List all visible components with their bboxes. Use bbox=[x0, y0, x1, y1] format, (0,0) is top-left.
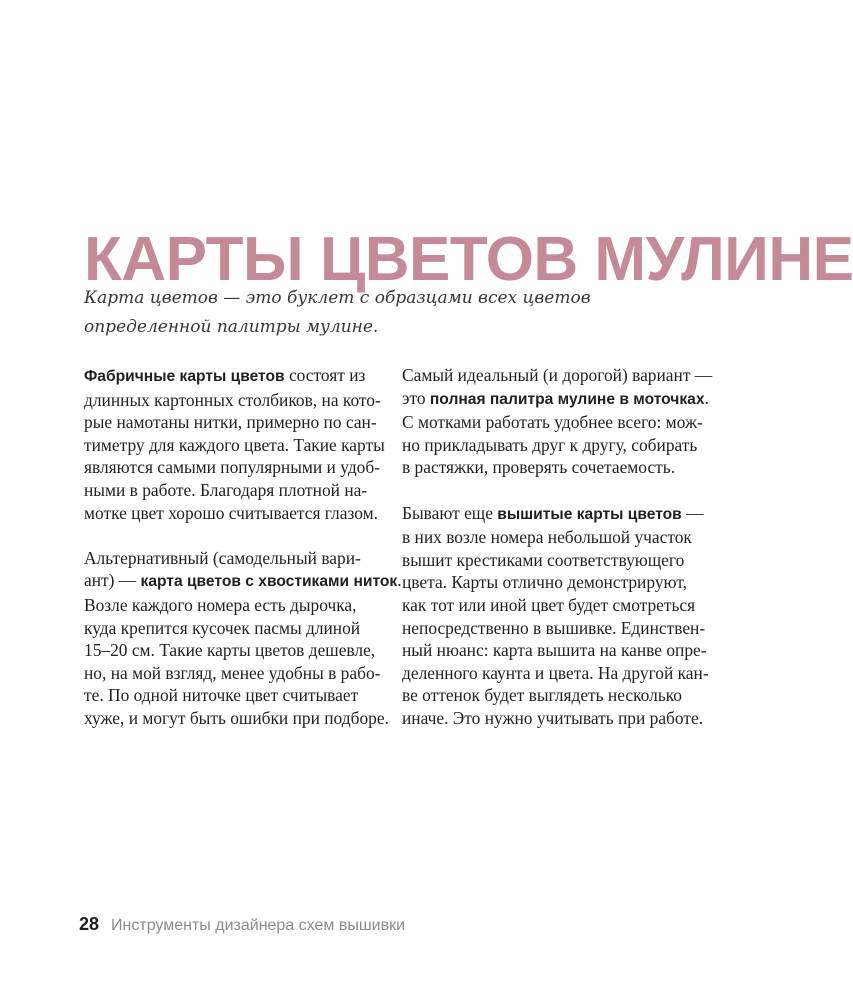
text-line: являются самыми популярными и удоб- bbox=[84, 457, 380, 478]
text-line: ный нюанс: карта вышита на канве опре- bbox=[402, 640, 707, 661]
text-line: деленного каунта и цвета. На другой кан- bbox=[402, 662, 709, 683]
text-fragment: ант) — bbox=[84, 570, 141, 591]
text-line: Альтернативный (самодельный вари- bbox=[84, 547, 361, 568]
text-line: Возле каждого номера есть дырочка, bbox=[84, 594, 357, 615]
lead-line: определенной палитры мулине. bbox=[84, 317, 379, 337]
text-line: как тот или иной цвет будет смотреться bbox=[402, 594, 696, 615]
paragraph-factory-cards bbox=[84, 364, 384, 524]
text-line: тиметру для каждого цвета. Такие карты bbox=[84, 434, 385, 455]
text-line: Самый идеальный (и дорогой) вариант — bbox=[402, 365, 713, 385]
text-line bbox=[402, 387, 709, 412]
page-footer bbox=[79, 914, 405, 935]
text-line: куда крепится кусочек пасмы длиной bbox=[84, 617, 361, 638]
text-line: но, на мой взгляд, менее удобны в рабо- bbox=[84, 662, 381, 683]
text-line: иначе. Это нужно учитывать при работе. bbox=[402, 707, 704, 728]
text-line: ве оттенок будет выглядеть несколько bbox=[402, 685, 683, 706]
text-line bbox=[84, 569, 402, 594]
text-line: вышит крестиками соответствующего bbox=[402, 549, 685, 570]
text-line: длинных картонных столбиков, на кото- bbox=[84, 389, 381, 410]
running-title: Инструменты дизайнера схем вышивки bbox=[111, 917, 406, 934]
lead-line: Карта цветов — это буклет с образцами всех цветов bbox=[84, 288, 591, 308]
bold-term: вышитые карты цветов bbox=[497, 505, 682, 523]
text-fragment: . bbox=[704, 387, 709, 408]
paragraph-thread-cards bbox=[84, 547, 402, 730]
text-line: цвета. Карты отлично демонстрируют, bbox=[402, 572, 687, 593]
text-line: те. По одной ниточке цвет считывает bbox=[84, 685, 359, 706]
text-line: хуже, и могут быть ошибки при подборе. bbox=[84, 707, 389, 728]
bold-term: Фабричные карты цветов bbox=[84, 368, 285, 385]
paragraph-embroidered-cards bbox=[402, 502, 709, 730]
bold-term: полная палитра мулине в моточках bbox=[429, 390, 705, 408]
text-line bbox=[84, 364, 384, 389]
right-column bbox=[402, 364, 713, 752]
text-fragment: — bbox=[681, 502, 704, 523]
text-fragment: . bbox=[397, 570, 402, 591]
text-fragment: состоят из bbox=[284, 365, 366, 385]
text-line: ными в работе. Благодаря плотной на- bbox=[84, 479, 368, 500]
lead-paragraph bbox=[84, 284, 704, 342]
page-title: КАРТЫ ЦВЕТОВ МУЛИНЕ bbox=[84, 224, 853, 294]
text-line: С мотками работать удобнее всего: мож- bbox=[402, 412, 703, 433]
text-fragment: Бывают еще bbox=[402, 502, 498, 523]
text-line: рые намотаны нитки, примерно по сан- bbox=[84, 412, 377, 433]
page-number: 28 bbox=[79, 914, 100, 934]
text-line: в растяжки, проверять сочетаемость. bbox=[402, 457, 676, 478]
text-line: в них возле номера небольшой участок bbox=[402, 527, 692, 548]
text-fragment: это bbox=[402, 387, 430, 408]
left-column bbox=[84, 364, 402, 752]
text-line: мотке цвет хорошо считывается глазом. bbox=[84, 502, 378, 523]
text-line: но прикладывать друг к другу, собирать bbox=[402, 434, 698, 455]
text-line: 15–20 см. Такие карты цветов дешевле, bbox=[84, 640, 376, 661]
text-line bbox=[402, 502, 704, 527]
paragraph-skeins-palette bbox=[402, 364, 713, 479]
text-line: непосредственно в вышивке. Единствен- bbox=[402, 617, 706, 638]
bold-term: карта цветов с хвостиками ниток bbox=[140, 573, 398, 591]
